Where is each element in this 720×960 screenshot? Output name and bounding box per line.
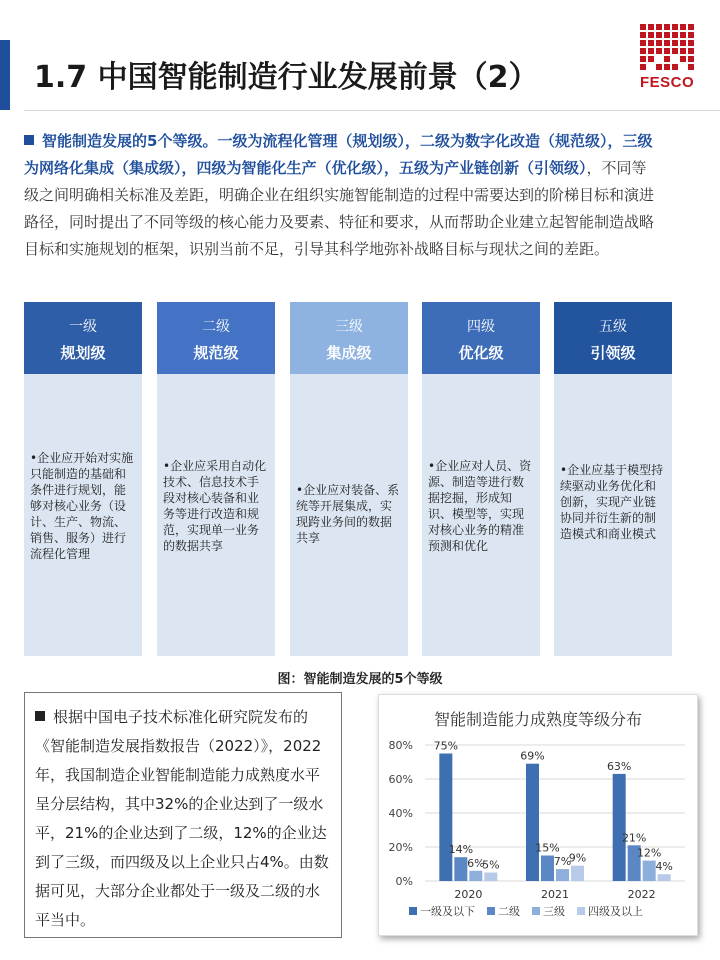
summary-text: 根据中国电子技术标准化研究院发布的《智能制造发展指数报告（2022）》，2022年，我国制造企业智能制造能力成熟度水平呈分层结构，其中32%的企业达到了一级水平，21%的企业达到了二级，12%的企业达到了三级，而四级及以上企业只占4%。由数据可见，大部分企业都处于一级及二级的水平当中。: [35, 708, 329, 929]
data-label: 5%: [482, 858, 500, 872]
data-label: 7%: [553, 855, 572, 869]
level-column-1: [24, 302, 142, 656]
bar: [454, 857, 467, 881]
legend-swatch: [577, 907, 585, 915]
legend-swatch: [409, 907, 417, 915]
data-label: 75%: [433, 739, 459, 753]
intro-paragraph: [24, 128, 660, 263]
level-header-2: [157, 302, 275, 374]
bar: [484, 873, 497, 882]
y-tick-label: 0%: [395, 875, 413, 888]
level-column-3: [290, 302, 408, 656]
bar: [571, 866, 584, 881]
legend-swatch: [532, 907, 540, 915]
level-number: 四级: [467, 319, 495, 335]
level-description: •企业应对人员、资源、制造等进行数据挖掘，形成知识、模型等，实现对核心业务的精准预测和优化: [428, 459, 532, 553]
y-tick-label: 60%: [388, 773, 413, 786]
data-label: 21%: [621, 831, 647, 845]
bar: [526, 764, 539, 881]
bullet-square-icon: [35, 711, 45, 721]
level-header-1: [24, 302, 142, 374]
level-label: 规划级: [60, 344, 106, 362]
bar: [643, 861, 656, 881]
y-tick-label: 80%: [388, 739, 413, 752]
level-header-5: [554, 302, 672, 374]
level-column-2: [157, 302, 275, 656]
legend-label: 三级: [543, 905, 565, 918]
level-label: 集成级: [326, 344, 372, 362]
level-number: 一级: [69, 319, 97, 335]
level-number: 五级: [599, 319, 627, 335]
chart-svg: [379, 695, 697, 935]
data-label: 12%: [636, 846, 662, 860]
level-number: 三级: [335, 319, 363, 335]
logo-dot-grid-icon: [640, 24, 698, 70]
chart-title: 智能制造能力成熟度等级分布: [433, 710, 642, 729]
intro-text: ，不同等级之间明确相关标准及差距，明确企业在组织实施智能制造的过程中需要达到的阶梯目标和演进路径，同时提出了不同等级的核心能力及要素、特征和要求，从而帮助企业建立起智能制造战略目标和实施规划的框架，识别当前不足，引导其科学地弥补战略目标与现状之间的差距。: [24, 159, 655, 258]
x-tick-label: 2022: [627, 888, 656, 901]
data-label: 69%: [520, 749, 545, 763]
title-divider: [24, 110, 720, 111]
legend-label: 一级及以下: [420, 905, 475, 918]
data-label: 4%: [655, 860, 673, 874]
level-description: •企业应对装备、系统等开展集成，实现跨业务间的数据共享: [296, 483, 400, 545]
data-label: 9%: [568, 851, 587, 865]
intro-highlight: 智能制造发展的5个等级。一级为流程化管理（规划级），二级为数字化改造（规范级），三级为网络化集成（集成级），四级为智能化生产（优化级），五级为产业链创新（引领级）: [24, 132, 653, 177]
fesco-logo: [640, 24, 698, 91]
level-description: •企业应采用自动化技术、信息技术手段对核心装备和业务等进行改造和规范，实现单一业务的数据共享: [163, 459, 267, 553]
legend-swatch: [487, 907, 495, 915]
level-column-4: [422, 302, 540, 656]
x-tick-label: 2020: [454, 888, 483, 901]
y-tick-label: 20%: [388, 841, 413, 854]
level-description: •企业应基于模型持续驱动业务优化和创新，实现产业链协同并衍生新的制造模式和商业模式: [560, 463, 664, 541]
level-description: •企业应开始对实施只能制造的基础和条件进行规划，能够对核心业务（设计、生产、物流、销售、服务）进行流程化管理: [30, 451, 134, 561]
bar: [658, 874, 671, 881]
legend-label: 四级及以上: [588, 905, 643, 918]
y-tick-label: 40%: [388, 807, 413, 820]
level-header-3: [290, 302, 408, 374]
level-header-4: [422, 302, 540, 374]
bar: [613, 774, 626, 881]
data-label: 15%: [535, 841, 560, 855]
data-label: 63%: [606, 759, 632, 773]
summary-box: [24, 692, 342, 938]
bar: [439, 754, 452, 882]
bar: [469, 871, 482, 881]
logo-text: FESCO: [640, 74, 695, 91]
x-tick-label: 2021: [541, 888, 569, 901]
level-column-5: [554, 302, 672, 656]
figure-caption: 图：智能制造发展的5个等级: [277, 672, 443, 687]
level-number: 二级: [202, 319, 230, 335]
bar: [541, 856, 554, 882]
level-label: 优化级: [458, 344, 504, 362]
legend-label: 二级: [498, 905, 520, 918]
data-label: 6%: [467, 856, 485, 870]
page-title: 1.7 中国智能制造行业发展前景（2）: [34, 60, 539, 95]
bar: [556, 869, 569, 881]
level-label: 规范级: [193, 344, 239, 362]
bullet-square-icon: [24, 135, 34, 145]
data-label: 14%: [448, 843, 474, 857]
bar-chart: [378, 694, 698, 936]
levels-diagram: [24, 302, 672, 658]
title-accent-bar: [0, 40, 10, 110]
level-label: 引领级: [590, 344, 636, 362]
